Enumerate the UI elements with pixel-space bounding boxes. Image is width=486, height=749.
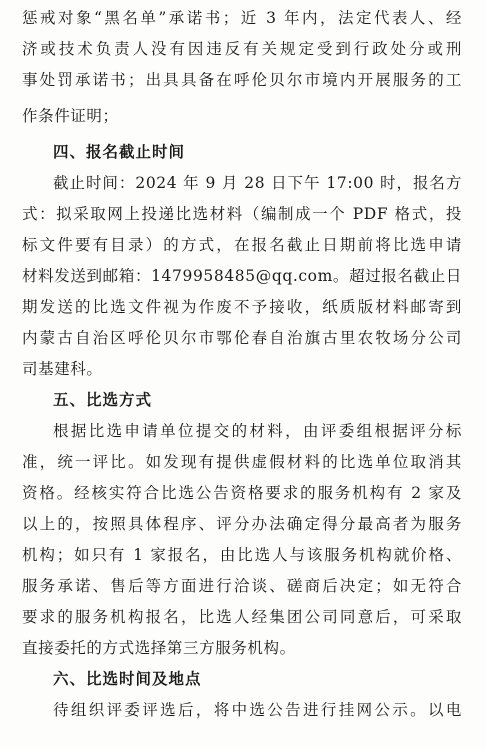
body-text-line: 服务承诺、售后等方面进行洽谈、磋商后决定；如无符合 — [22, 577, 462, 595]
body-text-line: 直接委托的方式选择第三方服务机构。 — [22, 639, 296, 657]
body-text-line: 惩戒对象“黑名单”承诺书；近 3 年内，法定代表人、经 — [22, 9, 462, 27]
body-text-line: 式：拟采取网上投递比选材料（编制成一个 PDF 格式，投 — [22, 205, 462, 223]
body-text-line: 截止时间：2024 年 9 月 28 日下午 17:00 时，报名方 — [53, 174, 462, 192]
body-text-line: 要求的服务机构报名，比选人经集团公司同意后，可采取 — [22, 608, 462, 626]
body-text-line: 材料发送到邮箱：1479958485@qq.com。超过报名截止日 — [22, 267, 462, 285]
body-text-line: 标文件要有目录）的方式，在报名截止日期前将比选申请 — [22, 236, 462, 254]
section-heading-5: 五、比选方式 — [53, 391, 153, 409]
body-text-line: 资格。经核实符合比选公告资格要求的服务机构有 2 家及 — [22, 484, 462, 502]
section-heading-4: 四、报名截止时间 — [53, 143, 186, 161]
body-text-line: 根据比选申请单位提交的材料，由评委组根据评分标 — [53, 422, 462, 440]
body-text-line: 以上的，按照具体程序、评分办法确定得分最高者为服务 — [22, 515, 462, 533]
body-text-line: 准，统一评比。如发现有提供虚假材料的比选单位取消其 — [22, 453, 462, 471]
body-text-line: 机构；如只有 1 家报名，由比选人与该服务机构就价格、 — [22, 546, 462, 564]
section-heading-6: 六、比选时间及地点 — [53, 670, 202, 688]
body-text-line: 待组织评委评选后，将中选公告进行挂网公示。以电 — [53, 701, 462, 719]
body-text-line: 司基建科。 — [22, 360, 103, 378]
body-text-line: 济或技术负责人没有因违反有关规定受到行政处分或刑 — [22, 40, 462, 58]
body-text-line: 作条件证明； — [22, 107, 119, 125]
body-text-line: 事处罚承诺书；出具具备在呼伦贝尔市境内开展服务的工 — [22, 71, 462, 89]
body-text-line: 期发送的比选文件视为作废不予接收，纸质版材料邮寄到 — [22, 298, 462, 316]
body-text-line: 内蒙古自治区呼伦贝尔市鄂伦春自治旗古里农牧场分公司 — [22, 329, 462, 347]
